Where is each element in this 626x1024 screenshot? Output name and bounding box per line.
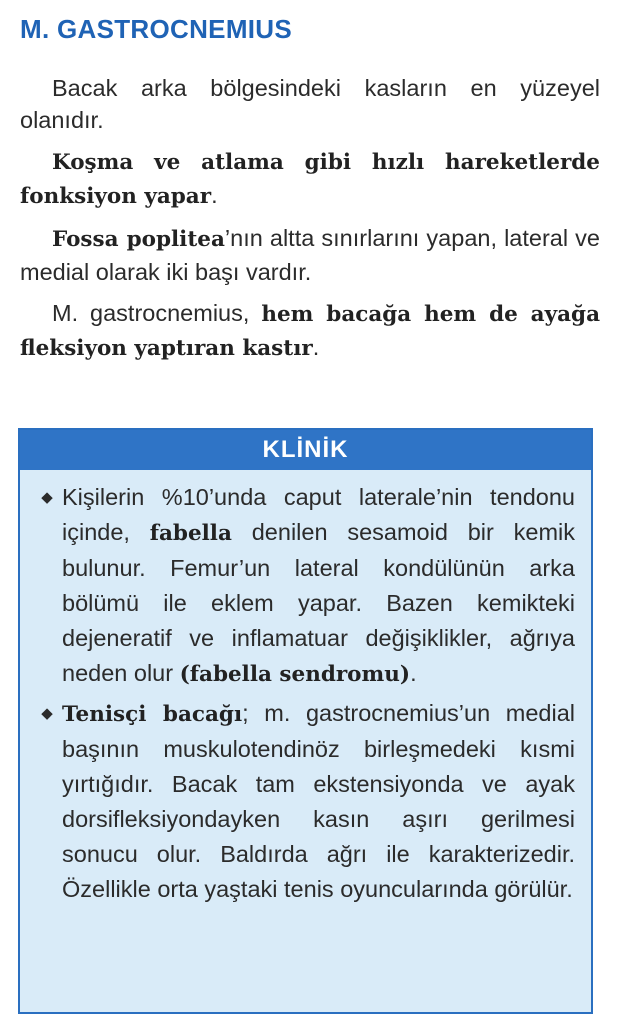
paragraph-4 [20, 297, 600, 365]
item2-text-1: ; m. gastrocnemius’un medial başının muskulotendinöz birleşmedeki kısmi yırtığıdır. Bacak tam ekstensiyonda ve ayak dorsifleksiyondayken kasın aşırı gerilmesi sonucu olur. Baldırda ağrı ile karakterizedir. Özellikle orta yaştaki tenis oyuncularında görülür. [62, 700, 575, 902]
item1-text-1: Kişilerin %10’unda caput laterale’nin tendonu içinde, [62, 484, 575, 545]
list-item-text [62, 480, 575, 692]
item1-text-3: . [410, 660, 417, 686]
paragraph-2-bold: Koşma ve atlama gibi hızlı hareketlerde fonksiyon yapar [20, 150, 600, 209]
clinic-title: KLİNİK [262, 436, 349, 463]
paragraph-4-start: M. gastrocnemius, [52, 300, 262, 326]
section-heading: M. GASTROCNEMIUS [20, 14, 293, 44]
clinic-list [20, 470, 591, 907]
clinic-box [18, 428, 593, 1014]
item1-bold-1: fabella [149, 521, 232, 546]
paragraph-3-text: ’nın altta sınırlarını yapan, lateral ve medial olarak iki başı vardır. [20, 225, 600, 285]
paragraph-2-end: . [211, 182, 218, 208]
paragraph-2 [20, 145, 600, 213]
paragraph-1-text: Bacak arka bölgesindeki kasların en yüzeyel olanıdır. [20, 75, 600, 133]
body-text [20, 72, 600, 374]
paragraph-3-bold: Fossa poplitea [52, 227, 225, 252]
item1-text-2: denilen sesamoid bir kemik bulunur. Femur’un lateral kondülünün arka bölümü ile eklem yapar. Bazen kemikteki dejeneratif ve inflamatuar değişiklikler, ağrıya neden olur [62, 519, 575, 686]
item1-bold-2: (fabella sendromu) [179, 662, 411, 687]
paragraph-4-end: . [312, 334, 320, 360]
paragraph-4-bold: hem bacağa hem de ayağa fleksiyon yaptıran kastır [20, 302, 600, 361]
clinic-header [20, 430, 591, 470]
item2-bold-1: Tenisçi bacağı [62, 702, 243, 727]
paragraph-1 [20, 72, 600, 136]
diamond-bullet-icon: ◆ [41, 489, 53, 506]
list-item [32, 480, 575, 692]
paragraph-3 [20, 222, 600, 288]
list-item [32, 696, 575, 907]
list-item-text [62, 696, 575, 907]
diamond-bullet-icon: ◆ [41, 705, 53, 722]
